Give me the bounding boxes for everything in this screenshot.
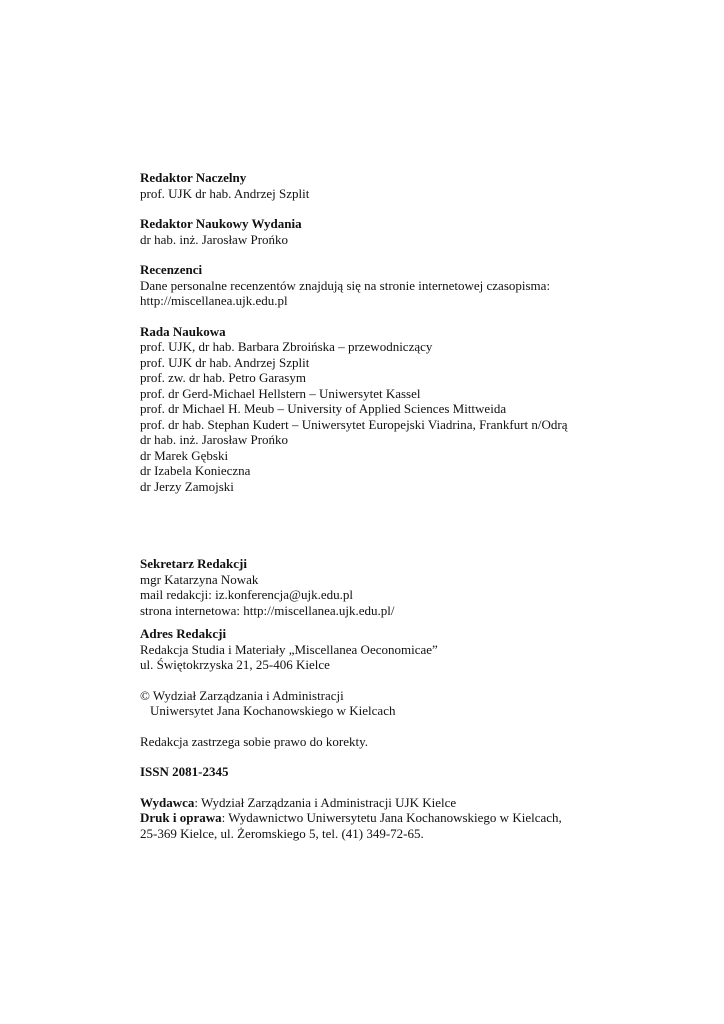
editor-in-chief-name: prof. UJK dr hab. Andrzej Szplit xyxy=(140,185,310,201)
council-member: prof. zw. dr hab. Petro Garasym xyxy=(140,370,306,385)
scientific-council-section xyxy=(140,324,600,495)
publisher-text: : Wydział Zarządzania i Administracji UJK Kielce xyxy=(194,794,457,810)
secretary-website: strona internetowa: http://miscellanea.ujk.edu.pl/ xyxy=(140,602,395,618)
issn-section xyxy=(140,764,600,780)
printing-label: Druk i oprawa xyxy=(140,810,222,825)
printing-line xyxy=(140,810,600,826)
publisher-line xyxy=(140,795,600,811)
secretary-heading: Sekretarz Redakcji xyxy=(140,556,247,571)
council-member: dr Marek Gębski xyxy=(140,447,229,463)
secretary-section xyxy=(140,556,600,618)
publisher-section xyxy=(140,795,600,842)
editorial-page xyxy=(140,170,600,841)
secretary-mail: mail redakcji: iz.konferencja@ujk.edu.pl xyxy=(140,587,354,602)
rights-note-section xyxy=(140,734,600,750)
scientific-editor-heading: Redaktor Naukowy Wydania xyxy=(140,216,302,231)
publisher-label: Wydawca xyxy=(140,794,195,810)
address-heading: Adres Redakcji xyxy=(140,626,227,641)
address-line-1: Redakcja Studia i Materiały „Miscellanea Oeconomicae” xyxy=(140,641,438,657)
editor-in-chief-section xyxy=(140,170,600,201)
printing-address: 25-369 Kielce, ul. Żeromskiego 5, tel. (41) 349-72-65. xyxy=(140,825,424,841)
scientific-editor-name: dr hab. inż. Jarosław Prońko xyxy=(140,231,289,247)
council-member: dr hab. inż. Jarosław Prońko xyxy=(140,432,289,447)
scientific-editor-section xyxy=(140,216,600,247)
secretary-name: mgr Katarzyna Nowak xyxy=(140,571,259,587)
issn: ISSN 2081-2345 xyxy=(140,764,229,779)
address-line-2: ul. Świętokrzyska 21, 25-406 Kielce xyxy=(140,657,330,672)
reviews-section xyxy=(140,262,600,309)
council-member: prof. UJK, dr hab. Barbara Zbroińska – przewodniczący xyxy=(140,339,433,354)
copyright-section xyxy=(140,688,600,719)
copyright-line-1: © Wydział Zarządzania i Administracji xyxy=(140,687,344,703)
council-member: prof. dr Michael H. Meub – University of Applied Sciences Mittweida xyxy=(140,401,507,416)
editor-in-chief-heading: Redaktor Naczelny xyxy=(140,170,247,185)
rights-note: Redakcja zastrzega sobie prawo do korekty. xyxy=(140,733,369,749)
council-member: prof. dr hab. Stephan Kudert – Uniwersytet Europejski Viadrina, Frankfurt n/Odrą xyxy=(140,416,568,432)
council-member: prof. dr Gerd-Michael Hellstern – Uniwersytet Kassel xyxy=(140,385,421,401)
council-member: dr Izabela Konieczna xyxy=(140,463,251,478)
council-member: dr Jerzy Zamojski xyxy=(140,478,234,494)
copyright-line-2: Uniwersytet Jana Kochanowskiego w Kielcach xyxy=(150,703,396,718)
address-section xyxy=(140,626,600,673)
scientific-council-heading: Rada Naukowa xyxy=(140,323,226,339)
council-member: prof. UJK dr hab. Andrzej Szplit xyxy=(140,354,310,370)
reviews-heading: Recenzenci xyxy=(140,262,203,277)
printing-text: : Wydawnictwo Uniwersytetu Jana Kochanowskiego w Kielcach, xyxy=(221,810,562,825)
reviews-url: http://miscellanea.ujk.edu.pl xyxy=(140,293,288,308)
reviews-text: Dane personalne recenzentów znajdują się na stronie internetowej czasopisma: xyxy=(140,277,551,293)
